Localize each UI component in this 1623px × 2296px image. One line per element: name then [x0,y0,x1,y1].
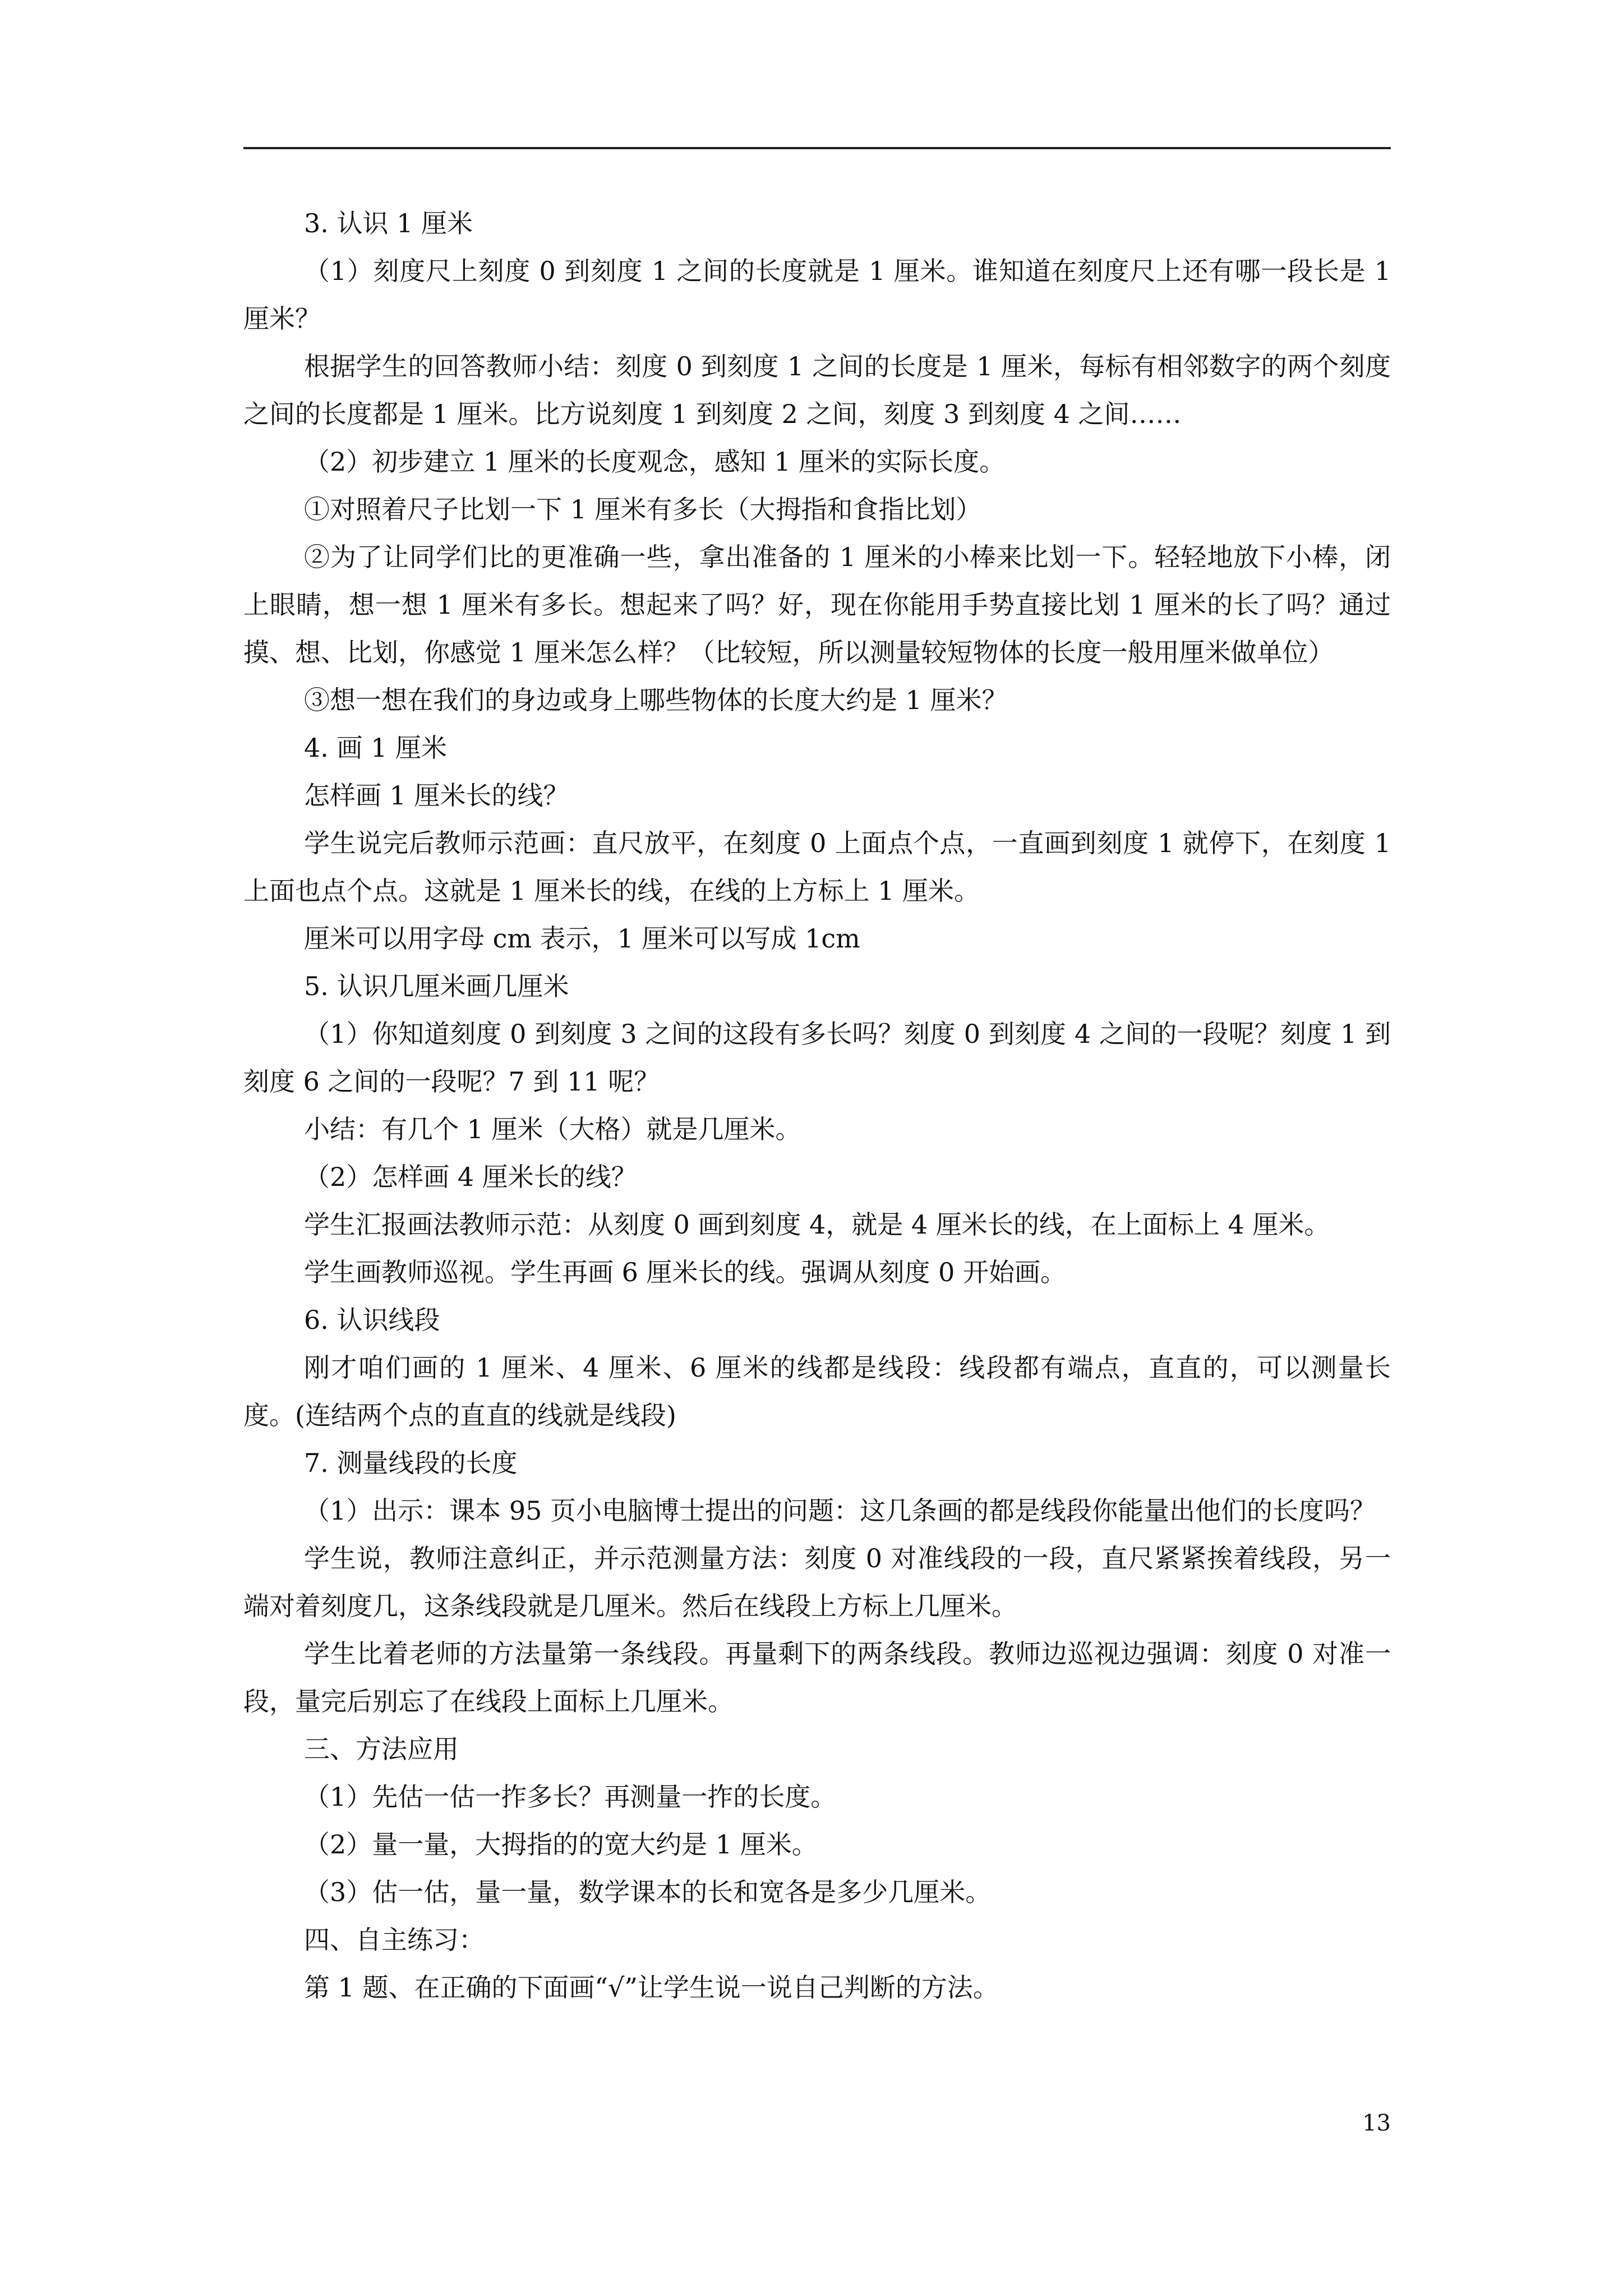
page-number: 13 [1362,2110,1391,2136]
paragraph: 刚才咱们画的 1 厘米、4 厘米、6 厘米的线都是线段：线段都有端点，直直的，可以测量长度。(连结两个点的直直的线就是线段) [243,1352,1391,1430]
paragraph: （3）估一估，量一量，数学课本的长和宽各是多少几厘米。 [304,1877,992,1907]
paragraph: 根据学生的回答教师小结：刻度 0 到刻度 1 之间的长度是 1 厘米，每标有相邻数字的两个刻度之间的长度都是 1 厘米。比方说刻度 1 到刻度 2 之间，刻度 3 到刻度 4 之间…… [243,351,1391,429]
paragraph: 四、自主练习： [304,1925,485,1955]
paragraph: ③想一想在我们的身边或身上哪些物体的长度大约是 1 厘米？ [304,685,1008,715]
paragraph: 第 1 题、在正确的下面画“√”让学生说一说自己判断的方法。 [304,1972,999,2003]
paragraph: （1）先估一估一拃多长？再测量一拃的长度。 [304,1782,837,1812]
paragraph: 学生说完后教师示范画：直尺放平，在刻度 0 上面点个点，一直画到刻度 1 就停下，在刻度 1 上面也点个点。这就是 1 厘米长的线，在线的上方标上 1 厘米。 [243,828,1391,906]
paragraph: （1）出示：课本 95 页小电脑博士提出的问题：这几条画的都是线段你能量出他们的长度吗？ [304,1496,1376,1526]
paragraph: 4. 画 1 厘米 [304,733,448,763]
paragraph: （1）刻度尺上刻度 0 到刻度 1 之间的长度就是 1 厘米。谁知道在刻度尺上还有哪一段长是 1 厘米？ [243,256,1391,334]
paragraph: 怎样画 1 厘米长的线？ [304,780,569,811]
paragraph: 学生画教师巡视。学生再画 6 厘米长的线。强调从刻度 0 开始画。 [304,1257,1067,1287]
document-body [243,200,1391,2012]
paragraph: 学生比着老师的方法量第一条线段。再量剩下的两条线段。教师边巡视边强调：刻度 0 对准一段，量完后别忘了在线段上面标上几厘米。 [243,1639,1391,1717]
paragraph: ①对照着尺子比划一下 1 厘米有多长（大拇指和食指比划） [304,494,982,524]
paragraph: （2）量一量，大拇指的的宽大约是 1 厘米。 [304,1829,818,1860]
paragraph: （1）你知道刻度 0 到刻度 3 之间的这段有多长吗？刻度 0 到刻度 4 之间的一段呢？刻度 1 到刻度 6 之间的一段呢？7 到 11 呢？ [243,1019,1391,1097]
paragraph: （2）初步建立 1 厘米的长度观念，感知 1 厘米的实际长度。 [304,447,1006,477]
paragraph: 7. 测量线段的长度 [304,1448,518,1478]
paragraph: 学生汇报画法教师示范：从刻度 0 画到刻度 4，就是 4 厘米长的线，在上面标上 4 厘米。 [304,1209,1330,1240]
paragraph: ②为了让同学们比的更准确一些，拿出准备的 1 厘米的小棒来比划一下。轻轻地放下小棒，闭上眼睛，想一想 1 厘米有多长。想起来了吗？好，现在你能用手势直接比划 1 厘米的长了吗？通过摸、想、比划，你感觉 1 厘米怎么样？（比较短，所以测量较短物体的长度一般用厘米做单位） [243,542,1391,668]
paragraph: （2）怎样画 4 厘米长的线？ [304,1162,637,1192]
paragraph: 三、方法应用 [304,1734,459,1764]
paragraph: 学生说，教师注意纠正，并示范测量方法：刻度 0 对准线段的一段，直尺紧紧挨着线段，另一端对着刻度几，这条线段就是几厘米。然后在线段上方标上几厘米。 [243,1543,1391,1621]
paragraph: 小结：有几个 1 厘米（大格）就是几厘米。 [304,1114,801,1144]
paragraph: 3. 认识 1 厘米 [304,208,473,238]
paragraph: 6. 认识线段 [304,1305,440,1335]
header-rule [243,147,1391,149]
paragraph: 厘米可以用字母 cm 表示，1 厘米可以写成 1cm [304,923,860,954]
paragraph: 5. 认识几厘米画几厘米 [304,971,569,1001]
